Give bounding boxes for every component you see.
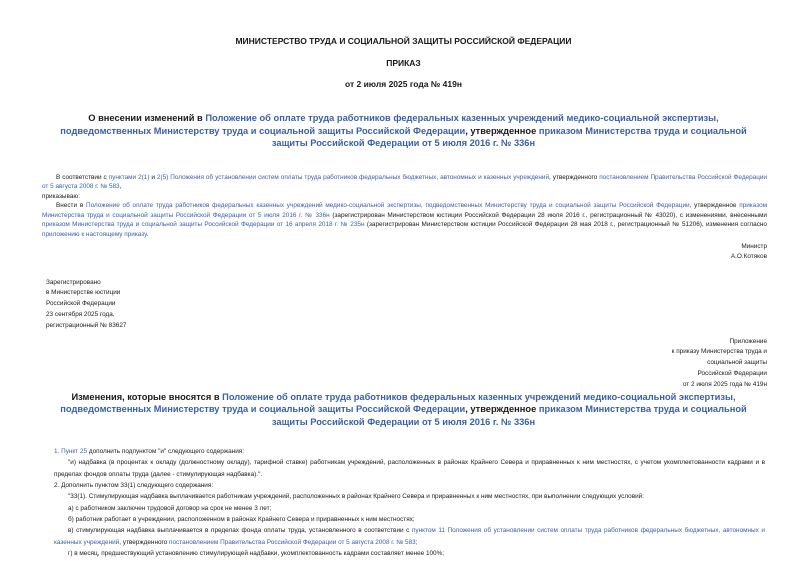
changes-title-link-order[interactable]: приказом Министерства труда и социальной защиты Российской Федерации от 5 июля 2016 г. № 336н [271, 404, 747, 427]
changes-title [42, 391, 765, 429]
preamble-text-1: В соответствии с [56, 173, 109, 181]
change-item-1-link[interactable]: 1. Пункт 25 [54, 448, 88, 456]
title-prefix: О внесении изменений в [88, 113, 206, 123]
change-item-2-v-text-2: , утвержденного [119, 538, 170, 546]
change-item-2-a: а) с работником заключен трудовой договор на срок не менее 3 лет; [68, 504, 272, 512]
registration-line: Российской Федерации [46, 300, 116, 308]
signature-name: А.О.Котяков [730, 253, 767, 261]
order-text-5: . [146, 231, 149, 239]
order-paragraph [42, 201, 767, 239]
registration-block [42, 278, 767, 332]
registration-line: Зарегистрировано [46, 278, 101, 286]
preamble-link-points[interactable]: пунктами 2(1) [108, 173, 150, 181]
appendix-line: Российской Федерации [697, 370, 767, 378]
preamble-paragraph [42, 173, 767, 192]
appendix-block [42, 337, 767, 391]
order-text-3: (зарегистрирован Министерством юстиции Российской Федерации 28 июля 2016 г., регистрационный № 43020), с изменениями, внесенными [329, 211, 767, 219]
appendix-line: социальной защиты [707, 359, 767, 367]
change-item-2-b: б) работник работает в учреждении, расположенном в районах Крайнего Севера и приравненных к ним местностях; [68, 515, 415, 523]
appendix-line: от 2 июля 2025 года № 419н [682, 380, 767, 388]
preamble-link-regulation[interactable]: 2(5) Положения об установлении систем оплаты труда работников федеральных бюджетных, автономных и казенных учреждений [156, 173, 550, 181]
order-link-order-336[interactable]: приказом Министерства труда и социальной защиты Российской Федерации от 5 июля 2016 г. № 336н [42, 202, 768, 219]
change-item-2-g: г) в месяц, предшествующий установлению стимулирующей надбавки, укомплектованность кадрами составляет менее 100%; [68, 549, 445, 557]
changes-title-middle: , утвержденное [465, 404, 539, 415]
change-item-2-v-text-3: ; [415, 538, 418, 546]
title-middle: , утвержденное [465, 125, 539, 136]
change-item-1 [54, 446, 765, 457]
document-date-number: от 2 июля 2025 года № 419н [344, 79, 462, 89]
change-item-2-v [54, 525, 765, 548]
changes-title-link-regulation[interactable]: Положение об оплате труда работников федеральных казенных учреждений медико-социальной экспертизы, подведомственных Министерству труда и социальной защиты Российской Федерации [60, 391, 736, 415]
change-item-2-v-link-point[interactable]: пунктом 11 Положения об установлении систем оплаты труда работников федеральных бюджетных, автономных и казенных учреждений [54, 527, 765, 546]
ministry-heading: МИНИСТЕРСТВО ТРУДА И СОЦИАЛЬНОЙ ЗАЩИТЫ РОССИЙСКОЙ ФЕДЕРАЦИИ [235, 36, 572, 46]
registration-line: в Министерстве юстиции [46, 289, 121, 297]
appendix-line: Приложение [729, 337, 767, 345]
change-item-2-v-text-1: в) стимулирующая надбавка выплачивается в пределах фонда оплаты труда, установленного в соответствии с [68, 527, 412, 535]
change-item-2-v-link-decree[interactable]: постановлением Правительства Российской Федерации от 5 августа 2008 г. № 583 [169, 538, 416, 546]
change-item-2: 2. Дополнить пунктом 33(1) следующего содержания: [54, 482, 214, 490]
order-word: приказываю: [42, 192, 80, 200]
signature-block [42, 242, 767, 263]
registration-line: регистрационный № 83627 [46, 321, 127, 329]
change-item-1-quote: "и) надбавка (в процентах к окладу (должностному окладу), тарифной ставке) работникам учреждений, расположенных в районах Крайнего Севера и приравненных к ним местностях, с учетом укомплектованности кадрами и в пределах фондов оплаты труда (далее - стимулирующая надбавка).". [54, 459, 765, 478]
changes-title-prefix: Изменения, которые вносятся в [71, 391, 223, 402]
title-link-order[interactable]: приказом Министерства труда и социальной защиты Российской Федерации от 5 июля 2016 г. № 336н [271, 125, 747, 148]
order-text-1: Внести в [56, 202, 86, 210]
changes-body [38, 446, 769, 559]
title-link-regulation[interactable]: Положение об оплате труда работников федеральных казенных учреждений медико-социальной экспертизы, подведомственных Министерству труда и социальной защиты Российской Федерации [60, 113, 719, 136]
document-title [42, 112, 765, 150]
order-link-order-235[interactable]: приказом Министерства труда и социальной защиты Российской Федерации от 16 апреля 2018 г. № 235н [42, 221, 365, 229]
registration-line: 23 сентября 2025 года, [46, 311, 115, 319]
change-item-1-text: дополнить подпунктом "и" следующего содержания: [87, 448, 245, 456]
preamble-link-decree[interactable]: постановлением Правительства Российской Федерации от 5 августа 2008 г. № 583 [42, 173, 768, 191]
order-link-appendix[interactable]: приложению к настоящему приказу [42, 231, 147, 239]
order-link-regulation[interactable]: Положение об оплате труда работников федеральных казенных учреждений медико-социальной экспертизы, подведомственных Министерству труда и социальной защиты Российской Федерации [86, 202, 690, 210]
change-item-2-intro: "33(1). Стимулирующая надбавка выплачивается работникам учреждений, расположенных в районах Крайнего Севера и приравненных к ним местностях, при выполнении следующих условий: [68, 493, 645, 501]
document-type: ПРИКАЗ [386, 58, 421, 68]
preamble-text-4: , [119, 183, 122, 191]
preamble-text-3: , утвержденного [549, 173, 600, 181]
appendix-line: к приказу Министерства труда и [671, 348, 767, 356]
preamble-text-2: и [149, 173, 157, 181]
signature-position: Министр [741, 242, 767, 250]
order-text-4: (зарегистрирован Министерством юстиции Российской Федерации 28 мая 2018 г., регистрационный № 51206), изменения согласно [364, 221, 767, 229]
order-text-2: , утвержденное [689, 202, 740, 210]
